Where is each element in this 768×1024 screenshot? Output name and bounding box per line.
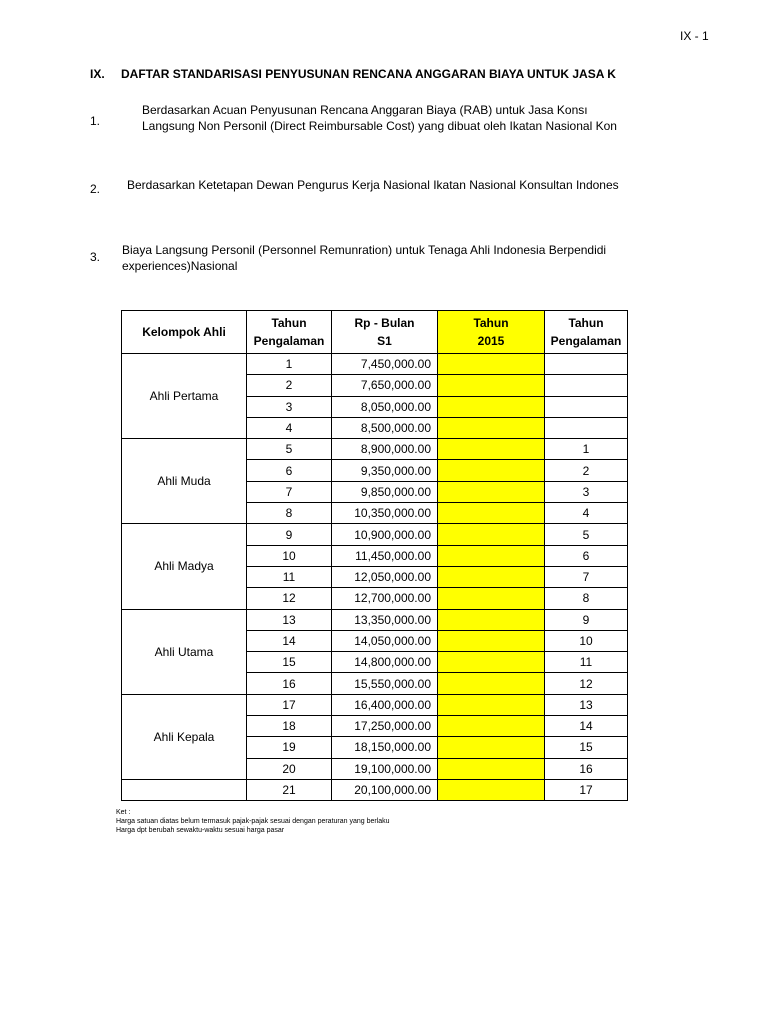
tahun-2015-cell <box>438 439 545 460</box>
years-cell: 13 <box>247 609 332 630</box>
tahun-2015-cell <box>438 481 545 502</box>
rate-cell: 9,350,000.00 <box>332 460 438 481</box>
tahun-2015-cell <box>438 758 545 779</box>
years-cell: 1 <box>247 354 332 375</box>
rate-cell: 20,100,000.00 <box>332 779 438 800</box>
tahun-2015-cell <box>438 417 545 438</box>
group-cell: Ahli Muda <box>122 439 247 524</box>
years-cell: 9 <box>247 524 332 545</box>
group-cell: Ahli Madya <box>122 524 247 609</box>
table-row <box>122 609 628 630</box>
tahun-2015-cell <box>438 566 545 587</box>
tahun-2015-cell <box>438 396 545 417</box>
tahun-2015-cell <box>438 737 545 758</box>
text-line: Berdasarkan Acuan Penyusunan Rencana Anggaran Biaya (RAB) untuk Jasa Konsı <box>142 103 588 117</box>
table-row <box>122 354 628 375</box>
section-title-text: DAFTAR STANDARISASI PENYUSUNAN RENCANA ANGGARAN BIAYA UNTUK JASA K <box>121 67 616 81</box>
years-cell: 10 <box>247 545 332 566</box>
tahun-2015-cell <box>438 694 545 715</box>
note-line: Harga satuan diatas belum termasuk pajak-pajak sesuai dengan peraturan yang berlaku <box>116 818 390 825</box>
group-cell <box>122 779 247 800</box>
item-number: 2. <box>90 182 101 196</box>
item-3-text <box>122 242 630 274</box>
years-2-cell: 3 <box>545 481 628 502</box>
years-cell: 21 <box>247 779 332 800</box>
rate-cell: 8,050,000.00 <box>332 396 438 417</box>
rate-cell: 11,450,000.00 <box>332 545 438 566</box>
years-2-cell: 15 <box>545 737 628 758</box>
years-cell: 20 <box>247 758 332 779</box>
rate-cell: 10,350,000.00 <box>332 503 438 524</box>
tahun-2015-cell <box>438 652 545 673</box>
years-2-cell: 17 <box>545 779 628 800</box>
rate-cell: 10,900,000.00 <box>332 524 438 545</box>
years-cell: 7 <box>247 481 332 502</box>
header-kelompok: Kelompok Ahli <box>122 311 247 354</box>
tahun-2015-cell <box>438 630 545 651</box>
section-number: IX. <box>90 67 105 81</box>
years-2-cell: 16 <box>545 758 628 779</box>
years-cell: 6 <box>247 460 332 481</box>
tahun-2015-cell <box>438 588 545 609</box>
text-line: experiences)Nasional <box>122 259 238 273</box>
table-row <box>122 694 628 715</box>
group-cell: Ahli Utama <box>122 609 247 694</box>
tahun-2015-cell <box>438 779 545 800</box>
rate-cell: 17,250,000.00 <box>332 716 438 737</box>
group-cell: Ahli Pertama <box>122 354 247 439</box>
years-2-cell: 7 <box>545 566 628 587</box>
rate-cell: 19,100,000.00 <box>332 758 438 779</box>
years-2-cell: 8 <box>545 588 628 609</box>
years-cell: 2 <box>247 375 332 396</box>
years-2-cell: 4 <box>545 503 628 524</box>
table-row <box>122 524 628 545</box>
rate-cell: 15,550,000.00 <box>332 673 438 694</box>
years-2-cell: 13 <box>545 694 628 715</box>
years-cell: 4 <box>247 417 332 438</box>
years-cell: 3 <box>247 396 332 417</box>
header-tahun-2015: Tahun 2015 <box>438 311 545 354</box>
rate-cell: 13,350,000.00 <box>332 609 438 630</box>
years-cell: 11 <box>247 566 332 587</box>
years-cell: 16 <box>247 673 332 694</box>
note-label: Ket : <box>116 809 131 816</box>
rate-cell: 8,900,000.00 <box>332 439 438 460</box>
years-cell: 15 <box>247 652 332 673</box>
years-cell: 19 <box>247 737 332 758</box>
rate-cell: 7,450,000.00 <box>332 354 438 375</box>
table-row <box>122 779 628 800</box>
rate-cell: 18,150,000.00 <box>332 737 438 758</box>
tahun-2015-cell <box>438 460 545 481</box>
years-2-cell: 2 <box>545 460 628 481</box>
years-2-cell: 6 <box>545 545 628 566</box>
rate-cell: 14,050,000.00 <box>332 630 438 651</box>
header-tahun-pengalaman-2: Tahun Pengalaman <box>545 311 628 354</box>
note-line: Harga dpt berubah sewaktu-waktu sesuai harga pasar <box>116 827 285 834</box>
section-title <box>90 67 630 81</box>
tahun-2015-cell <box>438 545 545 566</box>
item-number: 3. <box>90 250 101 264</box>
header-tahun-pengalaman: Tahun Pengalaman <box>247 311 332 354</box>
rate-cell: 14,800,000.00 <box>332 652 438 673</box>
tahun-2015-cell <box>438 673 545 694</box>
rate-cell: 8,500,000.00 <box>332 417 438 438</box>
expert-rate-table <box>121 310 628 801</box>
years-cell: 17 <box>247 694 332 715</box>
text-line: Berdasarkan Ketetapan Dewan Pengurus Kerja Nasional Ikatan Nasional Konsultan Indones <box>127 178 619 192</box>
rate-cell: 9,850,000.00 <box>332 481 438 502</box>
years-2-cell: 5 <box>545 524 628 545</box>
years-2-cell <box>545 354 628 375</box>
tahun-2015-cell <box>438 503 545 524</box>
years-2-cell: 14 <box>545 716 628 737</box>
years-2-cell: 12 <box>545 673 628 694</box>
years-2-cell <box>545 375 628 396</box>
item-1-text <box>142 102 630 134</box>
rate-cell: 7,650,000.00 <box>332 375 438 396</box>
tahun-2015-cell <box>438 354 545 375</box>
years-2-cell: 1 <box>545 439 628 460</box>
years-cell: 5 <box>247 439 332 460</box>
years-cell: 14 <box>247 630 332 651</box>
tahun-2015-cell <box>438 716 545 737</box>
group-cell: Ahli Kepala <box>122 694 247 779</box>
table-header-row <box>122 311 628 354</box>
tahun-2015-cell <box>438 524 545 545</box>
table-row <box>122 439 628 460</box>
years-2-cell: 11 <box>545 652 628 673</box>
years-2-cell <box>545 417 628 438</box>
text-line: Langsung Non Personil (Direct Reimbursable Cost) yang dibuat oleh Ikatan Nasional Kon <box>142 119 617 133</box>
years-cell: 12 <box>247 588 332 609</box>
years-2-cell <box>545 396 628 417</box>
years-cell: 18 <box>247 716 332 737</box>
item-2-text <box>127 177 630 193</box>
rate-cell: 12,050,000.00 <box>332 566 438 587</box>
page-number: IX - 1 <box>680 29 709 43</box>
rate-cell: 12,700,000.00 <box>332 588 438 609</box>
text-line: Biaya Langsung Personil (Personnel Remunration) untuk Tenaga Ahli Indonesia Berpendidi <box>122 243 607 257</box>
tahun-2015-cell <box>438 609 545 630</box>
years-2-cell: 9 <box>545 609 628 630</box>
rate-cell: 16,400,000.00 <box>332 694 438 715</box>
tahun-2015-cell <box>438 375 545 396</box>
years-cell: 8 <box>247 503 332 524</box>
header-rp-bulan: Rp - Bulan S1 <box>332 311 438 354</box>
item-number: 1. <box>90 114 101 128</box>
years-2-cell: 10 <box>545 630 628 651</box>
